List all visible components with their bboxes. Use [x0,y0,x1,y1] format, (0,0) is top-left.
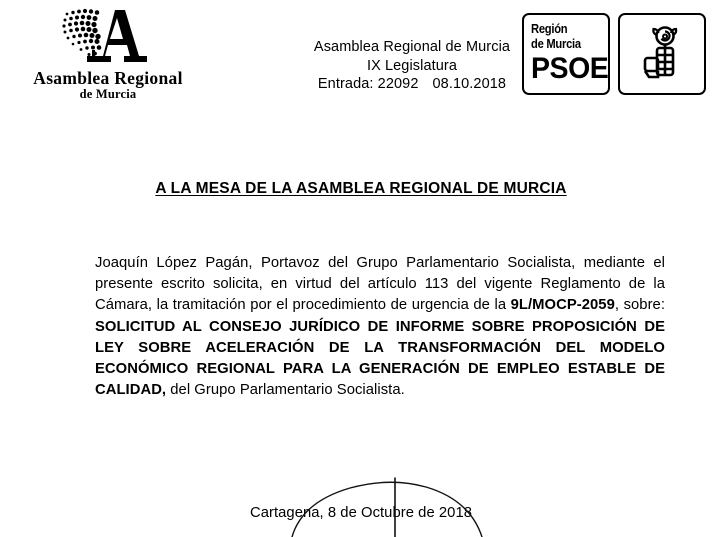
psoe-region-line1: Región [531,21,568,36]
registry-entry-number: 22092 [377,76,419,92]
assembly-logo [8,6,208,102]
registry-legislature: IX Legislatura [366,57,458,74]
psoe-stamp-group [522,13,706,95]
document-body [95,253,665,401]
body-reference-code: 9L/MOCP-2059 [510,297,615,314]
registry-entry-date: 08.10.2018 [432,76,507,92]
registry-organization: Asamblea Regional de Murcia [313,39,511,55]
body-intro: Joaquín López Pagán, Portavoz del Grupo Parlamentario Socialista, mediante el presente escrito solicita, en virtud del artículo 113 del vigente Reglamento de la Cámara, la tramitación por el procedimiento de urgencia de la [95,255,665,314]
handwritten-signature-icon [230,460,530,537]
psoe-acronym: PSOE [531,52,609,85]
document-header [0,0,722,110]
page-title [0,180,722,198]
closing-place-and-date: Cartagena, 8 de Octubre de 2018 [249,505,472,521]
body-subject: SOLICITUD AL CONSEJO JURÍDICO DE INFORME SOBRE PROPOSICIÓN DE LEY SOBRE ACELERACIÓN DE LA TRANSFORMACIÓN DEL MODELO ECONÓMICO REGIONAL PARA LA GENERACIÓN DE EMPLEO ESTABLE DE CALIDAD, [95,318,665,399]
registry-stamp [292,38,532,94]
registry-entry-line [292,75,532,94]
assembly-a-halftone-flag-icon [43,6,173,68]
body-closing-phrase: del Grupo Parlamentario Socialista. [166,382,405,399]
assembly-wordmark-line1: Asamblea Regional [33,68,183,88]
psoe-region-line2: de Murcia [531,35,581,51]
page-title-text: A LA MESA DE LA ASAMBLEA REGIONAL DE MURCIA [155,180,567,197]
assembly-wordmark-line2: de Murcia [79,87,137,102]
psoe-emblem-stamp [618,13,706,95]
body-connector: , sobre: [614,297,665,314]
registry-entry-label: Entrada: [317,76,374,92]
psoe-text-stamp [522,13,610,95]
fist-and-rose-icon [639,23,685,85]
